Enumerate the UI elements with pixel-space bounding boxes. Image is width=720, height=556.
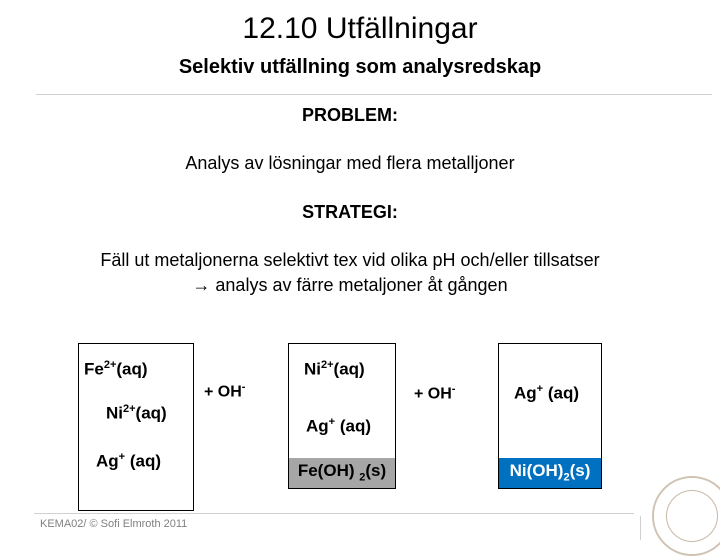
strategy-line-1: Fäll ut metaljonerna selektivt tex vid olika pH och/eller tillsatser <box>100 250 600 270</box>
box2-ag-ion: Ag+ (aq) <box>306 416 371 436</box>
footer-copyright: KEMA02/ © Sofi Elmroth 2011 <box>40 518 188 530</box>
problem-text: Analys av lösningar med flera metalljoner <box>185 153 515 173</box>
precipitate-ni-hydroxide-label: $Ni(OH)_2(s)$ <box>509 461 591 484</box>
footer-divider <box>34 513 634 514</box>
box1-ag-ion: Ag+ (aq) <box>96 451 161 471</box>
box2-ni-ion: $Ni^{2+}(aq)$ <box>304 359 365 379</box>
add-hydroxide-label-2: + OH- <box>414 383 456 403</box>
strategy-heading: STRATEGI: <box>302 202 398 222</box>
university-seal-inner-ring <box>666 490 718 542</box>
precipitate-fe-hydroxide-label: Fe(OH) $_2$(s) <box>297 461 387 484</box>
box1-fe-ion: $Fe^{2+}(aq)$ <box>84 359 148 379</box>
strategy-line-2-text: analys av färre metaljoner åt gången <box>215 275 508 295</box>
title-divider <box>36 94 712 95</box>
slide-subtitle: Selektiv utfällning som analysredskap <box>178 56 542 78</box>
box1-ni-ion: $Ni^{2+}(aq)$ <box>106 403 167 423</box>
problem-heading: PROBLEM: <box>302 105 398 125</box>
footer-separator <box>640 516 641 540</box>
right-arrow-icon: → <box>192 275 211 295</box>
slide-title: 12.10 Utfällningar <box>242 12 478 45</box>
strategy-line-2 <box>0 275 700 296</box>
box3-ag-ion: Ag+ (aq) <box>514 383 579 403</box>
add-hydroxide-label-1: + OH- <box>204 381 246 401</box>
